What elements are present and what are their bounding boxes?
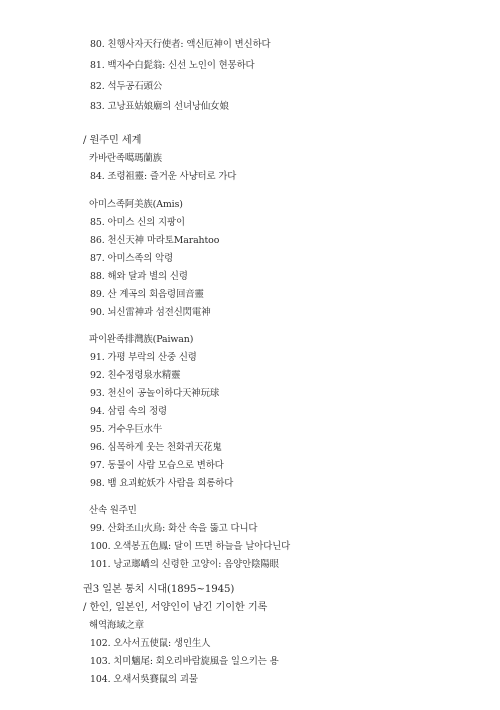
toc-entry: 80. 친행사자天行使者: 액신厄神이 변신하다 bbox=[90, 39, 271, 50]
toc-entry: 92. 친수정령泉水精靈 bbox=[90, 370, 181, 381]
toc-entry: 104. 오새서吳賽鼠의 괴물 bbox=[90, 674, 198, 685]
group-heading: 해역海域之章 bbox=[89, 620, 145, 631]
toc-entry: 97. 동물이 사람 모습으로 변하다 bbox=[90, 460, 224, 471]
toc-entry: 89. 산 계곡의 회음령回音靈 bbox=[90, 289, 204, 300]
group-heading: 파이완족排灣族(Paiwan) bbox=[89, 334, 194, 345]
toc-entry: 99. 산화조山火鳥: 화산 속을 뚫고 다니다 bbox=[90, 523, 258, 534]
toc-entry: 86. 천신天神 마라토Marahtoo bbox=[90, 235, 220, 246]
toc-entry: 101. 낭교瑯嶠의 신령한 고양이: 음양안陰陽眼 bbox=[90, 559, 279, 570]
toc-entry: 85. 아미스 신의 지팡이 bbox=[90, 217, 185, 228]
toc-entry: 82. 석두공石頭公 bbox=[90, 81, 163, 92]
section-heading: / 한인, 일본인, 서양인이 남긴 기이한 기록 bbox=[83, 602, 268, 613]
toc-entry: 98. 뱀 요괴蛇妖가 사람을 희롱하다 bbox=[90, 478, 234, 489]
toc-entry: 83. 고낭표姑娘廟의 선녀낭仙女娘 bbox=[90, 101, 229, 112]
group-heading: 아미스족阿美族(Amis) bbox=[89, 199, 183, 210]
toc-entry: 95. 거수우巨水牛 bbox=[90, 424, 163, 435]
toc-entry: 88. 해와 달과 별의 신령 bbox=[90, 271, 188, 282]
toc-entry: 91. 가평 부락의 산중 신령 bbox=[90, 352, 197, 363]
group-heading: 카바란족噶瑪蘭族 bbox=[89, 153, 162, 164]
toc-entry: 94. 삼림 속의 정령 bbox=[90, 406, 167, 417]
group-heading: 산속 원주민 bbox=[89, 505, 137, 516]
toc-entry: 90. 뇌신雷神과 섬전신閃電神 bbox=[90, 307, 211, 318]
part-heading: 권3 일본 통치 시대(1895~1945) bbox=[83, 584, 235, 595]
toc-entry: 100. 오색봉五色鳳: 달이 뜨면 하늘을 날아다닌다 bbox=[90, 541, 291, 552]
toc-entry: 84. 조령祖靈: 즐거운 사냥터로 가다 bbox=[90, 171, 237, 182]
toc-entry: 87. 아미스족의 악령 bbox=[90, 253, 174, 264]
toc-entry: 102. 오사서五使鼠: 생인生人 bbox=[90, 638, 211, 649]
toc-entry: 103. 치미魑尾: 회오리바람旋風을 일으키는 용 bbox=[90, 656, 279, 667]
toc-entry: 81. 백자수白髭翁: 신선 노인이 현몽하다 bbox=[90, 60, 255, 71]
toc-entry: 96. 심목하게 웃는 천화귀天花鬼 bbox=[90, 442, 222, 453]
section-heading: / 원주민 세계 bbox=[83, 135, 142, 146]
toc-entry: 93. 천신이 공놀이하다天神玩球 bbox=[90, 388, 220, 399]
